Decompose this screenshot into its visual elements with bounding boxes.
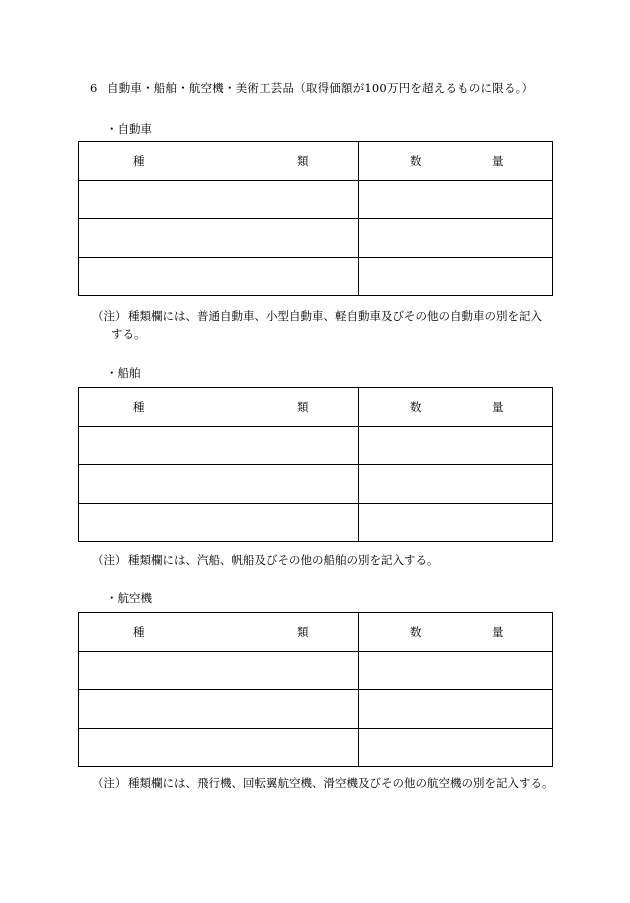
kind-entry-cell[interactable] (79, 180, 359, 219)
table-header-row (79, 613, 553, 652)
kind-entry-cell[interactable] (79, 690, 359, 729)
kind-entry-cell[interactable] (79, 426, 359, 465)
kind-header-cell (79, 142, 359, 181)
kind-entry-cell[interactable] (79, 219, 359, 258)
quantity-header-cell (359, 613, 553, 652)
quantity-header-right: 量 (492, 624, 504, 639)
kind-header-cell (79, 388, 359, 427)
table-row (79, 651, 553, 690)
quantity-header-left: 数 (410, 153, 422, 168)
quantity-header-left: 数 (410, 399, 422, 414)
kind-entry-cell[interactable] (79, 503, 359, 542)
table-row (79, 690, 553, 729)
automobile-note (92, 307, 542, 343)
aircraft-table (78, 612, 553, 767)
quantity-entry-cell[interactable] (359, 465, 553, 504)
note-tag: （注） (92, 309, 127, 323)
section-label-automobile: ・自動車 (106, 122, 152, 136)
table-row (79, 503, 553, 542)
note-line-2: する。 (111, 327, 146, 341)
note-tag: （注） (92, 553, 127, 567)
table-row (79, 426, 553, 465)
table-row (79, 465, 553, 504)
kind-entry-cell[interactable] (79, 651, 359, 690)
quantity-header-cell (359, 142, 553, 181)
quantity-entry-cell[interactable] (359, 426, 553, 465)
heading-text: 自動車・船舶・航空機・美術工芸品（取得価額が100万円を超えるものに限る。） (107, 81, 534, 95)
quantity-entry-cell[interactable] (359, 690, 553, 729)
quantity-entry-cell[interactable] (359, 651, 553, 690)
section-label-ship: ・船舶 (106, 366, 141, 380)
quantity-header-right: 量 (492, 399, 504, 414)
heading-number: 6 (90, 81, 98, 95)
quantity-entry-cell[interactable] (359, 219, 553, 258)
kind-header-left: 種 (133, 399, 145, 414)
quantity-header-right: 量 (492, 153, 504, 168)
quantity-header-left: 数 (410, 624, 422, 639)
note-line-1: 種類欄には、普通自動車、小型自動車、軽自動車及びその他の自動車の別を記入 (128, 309, 542, 323)
table-row (79, 219, 553, 258)
quantity-entry-cell[interactable] (359, 503, 553, 542)
table-row (79, 728, 553, 767)
kind-header-left: 種 (133, 624, 145, 639)
table-header-row (79, 142, 553, 181)
quantity-entry-cell[interactable] (359, 180, 553, 219)
quantity-entry-cell[interactable] (359, 257, 553, 296)
kind-entry-cell[interactable] (79, 465, 359, 504)
kind-header-right: 類 (297, 153, 309, 168)
kind-entry-cell[interactable] (79, 728, 359, 767)
kind-header-left: 種 (133, 153, 145, 168)
kind-entry-cell[interactable] (79, 257, 359, 296)
note-line-1: 種類欄には、飛行機、回転翼航空機、滑空機及びその他の航空機の別を記入する。 (128, 776, 554, 790)
table-row (79, 257, 553, 296)
quantity-entry-cell[interactable] (359, 728, 553, 767)
ship-table (78, 387, 553, 542)
aircraft-note (92, 774, 554, 792)
note-tag: （注） (92, 776, 127, 790)
table-header-row (79, 388, 553, 427)
kind-header-cell (79, 613, 359, 652)
kind-header-right: 類 (297, 624, 309, 639)
section-label-aircraft: ・航空機 (106, 591, 152, 605)
section-heading (90, 80, 533, 96)
kind-header-right: 類 (297, 399, 309, 414)
ship-note (92, 551, 439, 569)
quantity-header-cell (359, 388, 553, 427)
table-row (79, 180, 553, 219)
note-line-1: 種類欄には、汽船、帆船及びその他の船舶の別を記入する。 (128, 553, 439, 567)
automobile-table (78, 141, 553, 296)
